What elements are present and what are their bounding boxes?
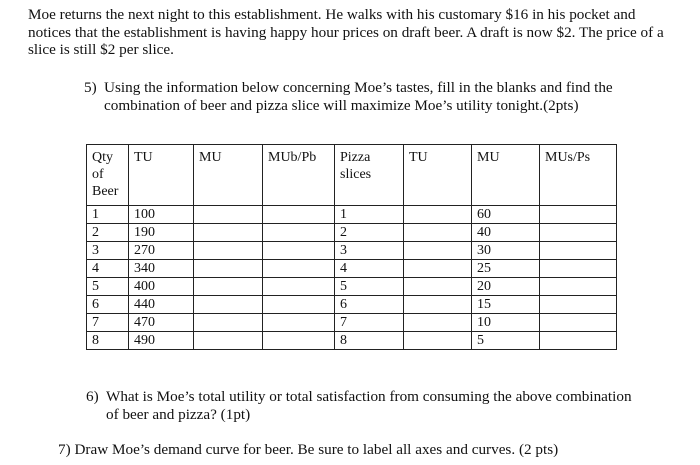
cell-tu-beer: 490 (129, 332, 194, 350)
cell-mus-ps (540, 260, 617, 278)
table-row (87, 206, 617, 224)
question-5-text: Using the information below concerning Moe’s tastes, fill in the blanks and find the combination of beer and pizza slice will maximize Moe’s utility tonight.(2pts) (104, 79, 613, 114)
cell-mus-ps (540, 314, 617, 332)
cell-tu-pizza (404, 206, 472, 224)
cell-slices: 4 (335, 260, 404, 278)
cell-tu-beer: 270 (129, 242, 194, 260)
header-tu-beer: TU (129, 145, 194, 206)
table-row (87, 260, 617, 278)
cell-mus-ps (540, 224, 617, 242)
cell-tu-beer: 470 (129, 314, 194, 332)
cell-mub-pb (263, 224, 335, 242)
header-mu-pizza: MU (472, 145, 540, 206)
question-5-number: 5) (84, 79, 97, 96)
cell-tu-pizza (404, 332, 472, 350)
cell-tu-pizza (404, 242, 472, 260)
header-tu-pizza: TU (404, 145, 472, 206)
cell-mub-pb (263, 260, 335, 278)
cell-mus-ps (540, 206, 617, 224)
question-7: 7) Draw Moe’s demand curve for beer. Be sure to label all axes and curves. (2 pts) (58, 441, 559, 458)
cell-tu-beer: 100 (129, 206, 194, 224)
cell-slices: 5 (335, 278, 404, 296)
cell-mus-ps (540, 296, 617, 314)
cell-mub-pb (263, 242, 335, 260)
cell-tu-beer: 340 (129, 260, 194, 278)
cell-qty: 6 (87, 296, 129, 314)
header-pizza-line: slices (340, 167, 372, 182)
table-row (87, 332, 617, 350)
cell-tu-pizza (404, 224, 472, 242)
cell-mu-pizza: 60 (472, 206, 540, 224)
cell-tu-pizza (404, 260, 472, 278)
cell-mus-ps (540, 332, 617, 350)
cell-slices: 3 (335, 242, 404, 260)
cell-slices: 8 (335, 332, 404, 350)
cell-mub-pb (263, 206, 335, 224)
cell-mu-beer (194, 224, 263, 242)
cell-qty: 3 (87, 242, 129, 260)
cell-mu-beer (194, 242, 263, 260)
cell-mub-pb (263, 278, 335, 296)
cell-tu-pizza (404, 296, 472, 314)
table-row (87, 278, 617, 296)
question-5 (84, 79, 674, 114)
cell-slices: 1 (335, 206, 404, 224)
cell-tu-beer: 440 (129, 296, 194, 314)
table-row (87, 296, 617, 314)
cell-mu-pizza: 20 (472, 278, 540, 296)
utility-table (86, 144, 617, 350)
cell-mu-pizza: 40 (472, 224, 540, 242)
cell-slices: 7 (335, 314, 404, 332)
header-qty-beer-line: Beer (92, 184, 119, 199)
question-6-text: What is Moe’s total utility or total satisfaction from consuming the above combination of beer and pizza? (1pt) (106, 388, 632, 423)
header-mub-pb: MUb/Pb (263, 145, 335, 206)
cell-mu-beer (194, 296, 263, 314)
cell-mus-ps (540, 278, 617, 296)
cell-tu-pizza (404, 278, 472, 296)
header-mus-ps: MUs/Ps (540, 145, 617, 206)
cell-mu-pizza: 15 (472, 296, 540, 314)
cell-mu-beer (194, 332, 263, 350)
cell-mu-beer (194, 260, 263, 278)
cell-qty: 4 (87, 260, 129, 278)
header-pizza-line: Pizza (340, 150, 371, 165)
cell-tu-pizza (404, 314, 472, 332)
cell-qty: 5 (87, 278, 129, 296)
cell-qty: 7 (87, 314, 129, 332)
cell-mub-pb (263, 296, 335, 314)
cell-mu-beer (194, 206, 263, 224)
question-6 (86, 388, 646, 423)
cell-slices: 6 (335, 296, 404, 314)
cell-mu-pizza: 25 (472, 260, 540, 278)
cell-mub-pb (263, 314, 335, 332)
cell-mu-pizza: 30 (472, 242, 540, 260)
cell-tu-beer: 400 (129, 278, 194, 296)
header-pizza-slices (335, 145, 404, 206)
header-qty-beer-line: of (92, 167, 104, 182)
table-row (87, 224, 617, 242)
header-mu-beer: MU (194, 145, 263, 206)
cell-mub-pb (263, 332, 335, 350)
cell-slices: 2 (335, 224, 404, 242)
question-6-number: 6) (86, 388, 99, 405)
cell-qty: 2 (87, 224, 129, 242)
cell-mu-pizza: 5 (472, 332, 540, 350)
cell-mus-ps (540, 242, 617, 260)
header-qty-beer-line: Qty (92, 150, 113, 165)
cell-tu-beer: 190 (129, 224, 194, 242)
cell-qty: 1 (87, 206, 129, 224)
cell-qty: 8 (87, 332, 129, 350)
table-row (87, 314, 617, 332)
header-qty-beer (87, 145, 129, 206)
table-header-row (87, 145, 617, 206)
table-row (87, 242, 617, 260)
cell-mu-pizza: 10 (472, 314, 540, 332)
intro-paragraph: Moe returns the next night to this establishment. He walks with his customary $16 in his pocket and notices that the establishment is having happy hour prices on draft beer. A draft is now $2. The price of a slice is still $2 per slice. (28, 6, 664, 58)
cell-mu-beer (194, 278, 263, 296)
cell-mu-beer (194, 314, 263, 332)
